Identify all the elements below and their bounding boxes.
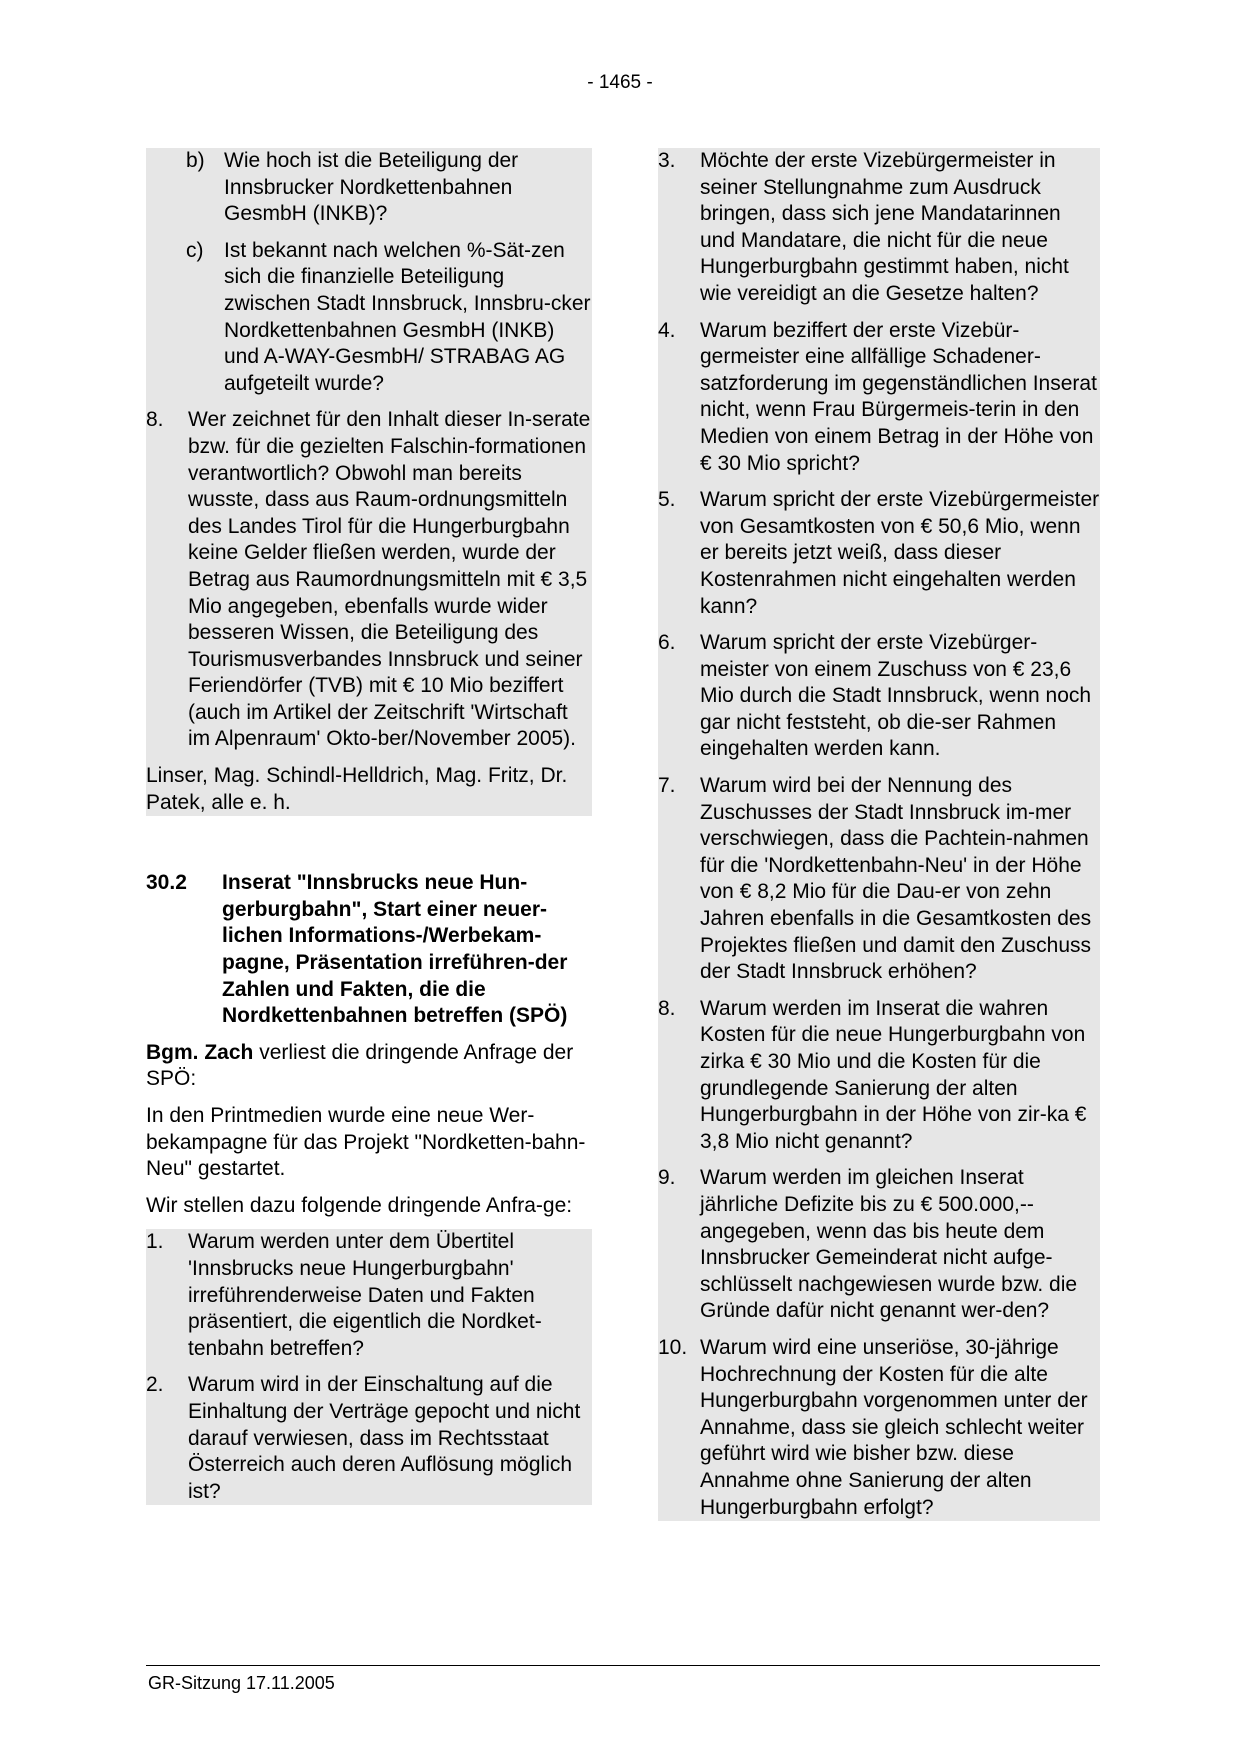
list-item — [146, 1229, 592, 1362]
list-item — [658, 148, 1100, 308]
list-item — [146, 1372, 592, 1505]
section-number: 30.2 — [146, 871, 187, 895]
continued-question-block — [146, 148, 592, 816]
item-text: Wer zeichnet für den Inhalt dieser In-serate bzw. für die gezielten Falschin-formationen verantwortlich? Obwohl man bereits wusste, dass aus Raum-ordnungsmitteln des Landes Tirol für die Hungerburgbahn keine Gelder fließen werden, wurde der Betrag aus Raumordnungsmitteln mit € 3,5 Mio angegeben, ebenfalls wurde wider besseren Wissen, die Beteiligung des Tourismusverbandes Innsbruck und seiner Feriendörfer (TVB) mit € 10 Mio beziffert (auch im Artikel der Zeitschrift 'Wirtschaft im Alpenraum' Okto-ber/November 2005). — [188, 408, 591, 751]
list-item — [658, 1165, 1100, 1325]
item-number: 3. — [658, 149, 676, 172]
list-item — [146, 407, 592, 753]
list-item — [658, 318, 1100, 478]
item-number: 7. — [658, 774, 676, 798]
item-number: 1. — [146, 1230, 164, 1254]
speaker-name: Bgm. Zach — [146, 1040, 254, 1064]
item-text: Warum beziffert der erste Vizebür-germeister eine allfällige Schadener-satzforderung im gegenständlichen Inserat nicht, wenn Frau Bürgermeis-terin in den Medien von einem Betrag in der Höhe von € 30 Mio spricht? — [700, 318, 1097, 475]
footer-divider — [146, 1665, 1100, 1666]
question-block — [146, 1229, 592, 1505]
item-number: 8. — [146, 408, 164, 432]
item-number: 10. — [658, 1335, 688, 1359]
list-item — [658, 773, 1100, 986]
item-text: Warum spricht der erste Vizebürger-meister von einem Zuschuss von € 23,6 Mio durch die Stadt Innsbruck, wenn noch gar nicht feststeht, ob die-ser Rahmen eingehalten werden kann. — [700, 631, 1092, 761]
item-number: 9. — [658, 1166, 676, 1190]
list-item — [658, 487, 1100, 620]
item-number: 6. — [658, 631, 676, 655]
right-column — [658, 148, 1100, 1521]
section-title: Inserat "Innsbrucks neue Hun-gerburgbahn", Start einer neuer-lichen Informations-/Werbekam-pagne, Präsentation irreführen-der Zahlen und Fakten, die die Nordkettenbahnen betreffen (SPÖ) — [222, 871, 568, 1028]
item-number: 2. — [146, 1373, 164, 1397]
page-number: - 1465 - — [587, 72, 653, 93]
list-item — [658, 1335, 1100, 1521]
item-text: Wie hoch ist die Beteiligung der Innsbrucker Nordkettenbahnen GesmbH (INKB)? — [224, 149, 519, 226]
list-item — [658, 630, 1100, 763]
list-item — [146, 148, 592, 228]
item-text: Möchte der erste Vizebürgermeister in seiner Stellungnahme zum Ausdruck bringen, dass sich jene Mandatarinnen und Mandatare, die nicht für die neue Hungerburgbahn gestimmt haben, nicht wie vereidigt an die Gesetze halten? — [700, 149, 1069, 305]
item-text: Warum wird in der Einschaltung auf die Einhaltung der Verträge gepocht und nicht darauf verwiesen, dass im Rechtsstaat Österreich auch deren Auflösung möglich ist? — [188, 1373, 581, 1503]
item-number: b) — [186, 149, 205, 172]
intro-text: verliest die dringende Anfrage der SPÖ: — [146, 1040, 574, 1091]
intro-paragraph — [146, 1040, 592, 1093]
item-number: c) — [186, 238, 204, 262]
paragraph: In den Printmedien wurde eine neue Wer-bekampagne für das Projekt "Nordketten-bahn-Neu" gestartet. — [146, 1104, 586, 1181]
signatories: Linser, Mag. Schindl-Helldrich, Mag. Fritz, Dr. Patek, alle e. h. — [146, 764, 568, 814]
item-number: 8. — [658, 996, 676, 1020]
item-text: Ist bekannt nach welchen %-Sät-zen sich die finanzielle Beteiligung zwischen Stadt Innsbruck, Innsbru-cker Nordkettenbahnen GesmbH (INKB) und A-WAY-GesmbH/ STRABAG AG aufgeteilt wurde? — [224, 238, 591, 395]
item-text: Warum wird bei der Nennung des Zuschusses der Stadt Innsbruck im-mer verschwiegen, dass die Pachtein-nahmen für die 'Nordkettenbahn-Neu' in der Höhe von € 8,2 Mio für die Dau-er von zehn Jahren ebenfalls in die Gesamtkosten des Projektes fließen und damit den Zuschuss der Stadt Innsbruck erhöhen? — [700, 774, 1092, 984]
item-text: Warum spricht der erste Vizebürgermeister von Gesamtkosten von € 50,6 Mio, wenn er bereits jetzt weiß, dass dieser Kostenrahmen nicht eingehalten werden kann? — [700, 488, 1100, 618]
item-text: Warum werden im Inserat die wahren Kosten für die neue Hungerburgbahn von zirka € 30 Mio und die Kosten für die grundlegende Sanierung der alten Hungerburgbahn in der Höhe von zir-ka € 3,8 Mio nicht genannt? — [700, 996, 1087, 1153]
item-text: Warum werden im gleichen Inserat jährliche Defizite bis zu € 500.000,-- angegeben, wenn das bis heute dem Innsbrucker Gemeinderat nicht aufge-schlüsselt nachgewiesen wurde bzw. die Gründe dafür nicht genannt wer-den? — [700, 1166, 1078, 1323]
left-column — [146, 148, 592, 1505]
section-heading — [146, 870, 592, 1030]
footer-session-date: GR-Sitzung 17.11.2005 — [148, 1673, 335, 1693]
item-text: Warum werden unter dem Übertitel 'Innsbrucks neue Hungerburgbahn' irreführenderweise Daten und Fakten präsentiert, die eigentlich die Nordket-tenbahn betreffen? — [188, 1230, 542, 1360]
item-number: 4. — [658, 318, 676, 342]
paragraph: Wir stellen dazu folgende dringende Anfra-ge: — [146, 1193, 573, 1217]
list-item — [658, 996, 1100, 1156]
item-number: 5. — [658, 488, 676, 512]
item-text: Warum wird eine unseriöse, 30-jährige Hochrechnung der Kosten für die alte Hungerburgbahn vorgenommen unter der Annahme, dass sie gleich schlecht weiter geführt wird wie bisher bzw. diese Annahme ohne Sanierung der alten Hungerburgbahn erfolgt? — [700, 1335, 1088, 1519]
list-item — [146, 238, 592, 398]
